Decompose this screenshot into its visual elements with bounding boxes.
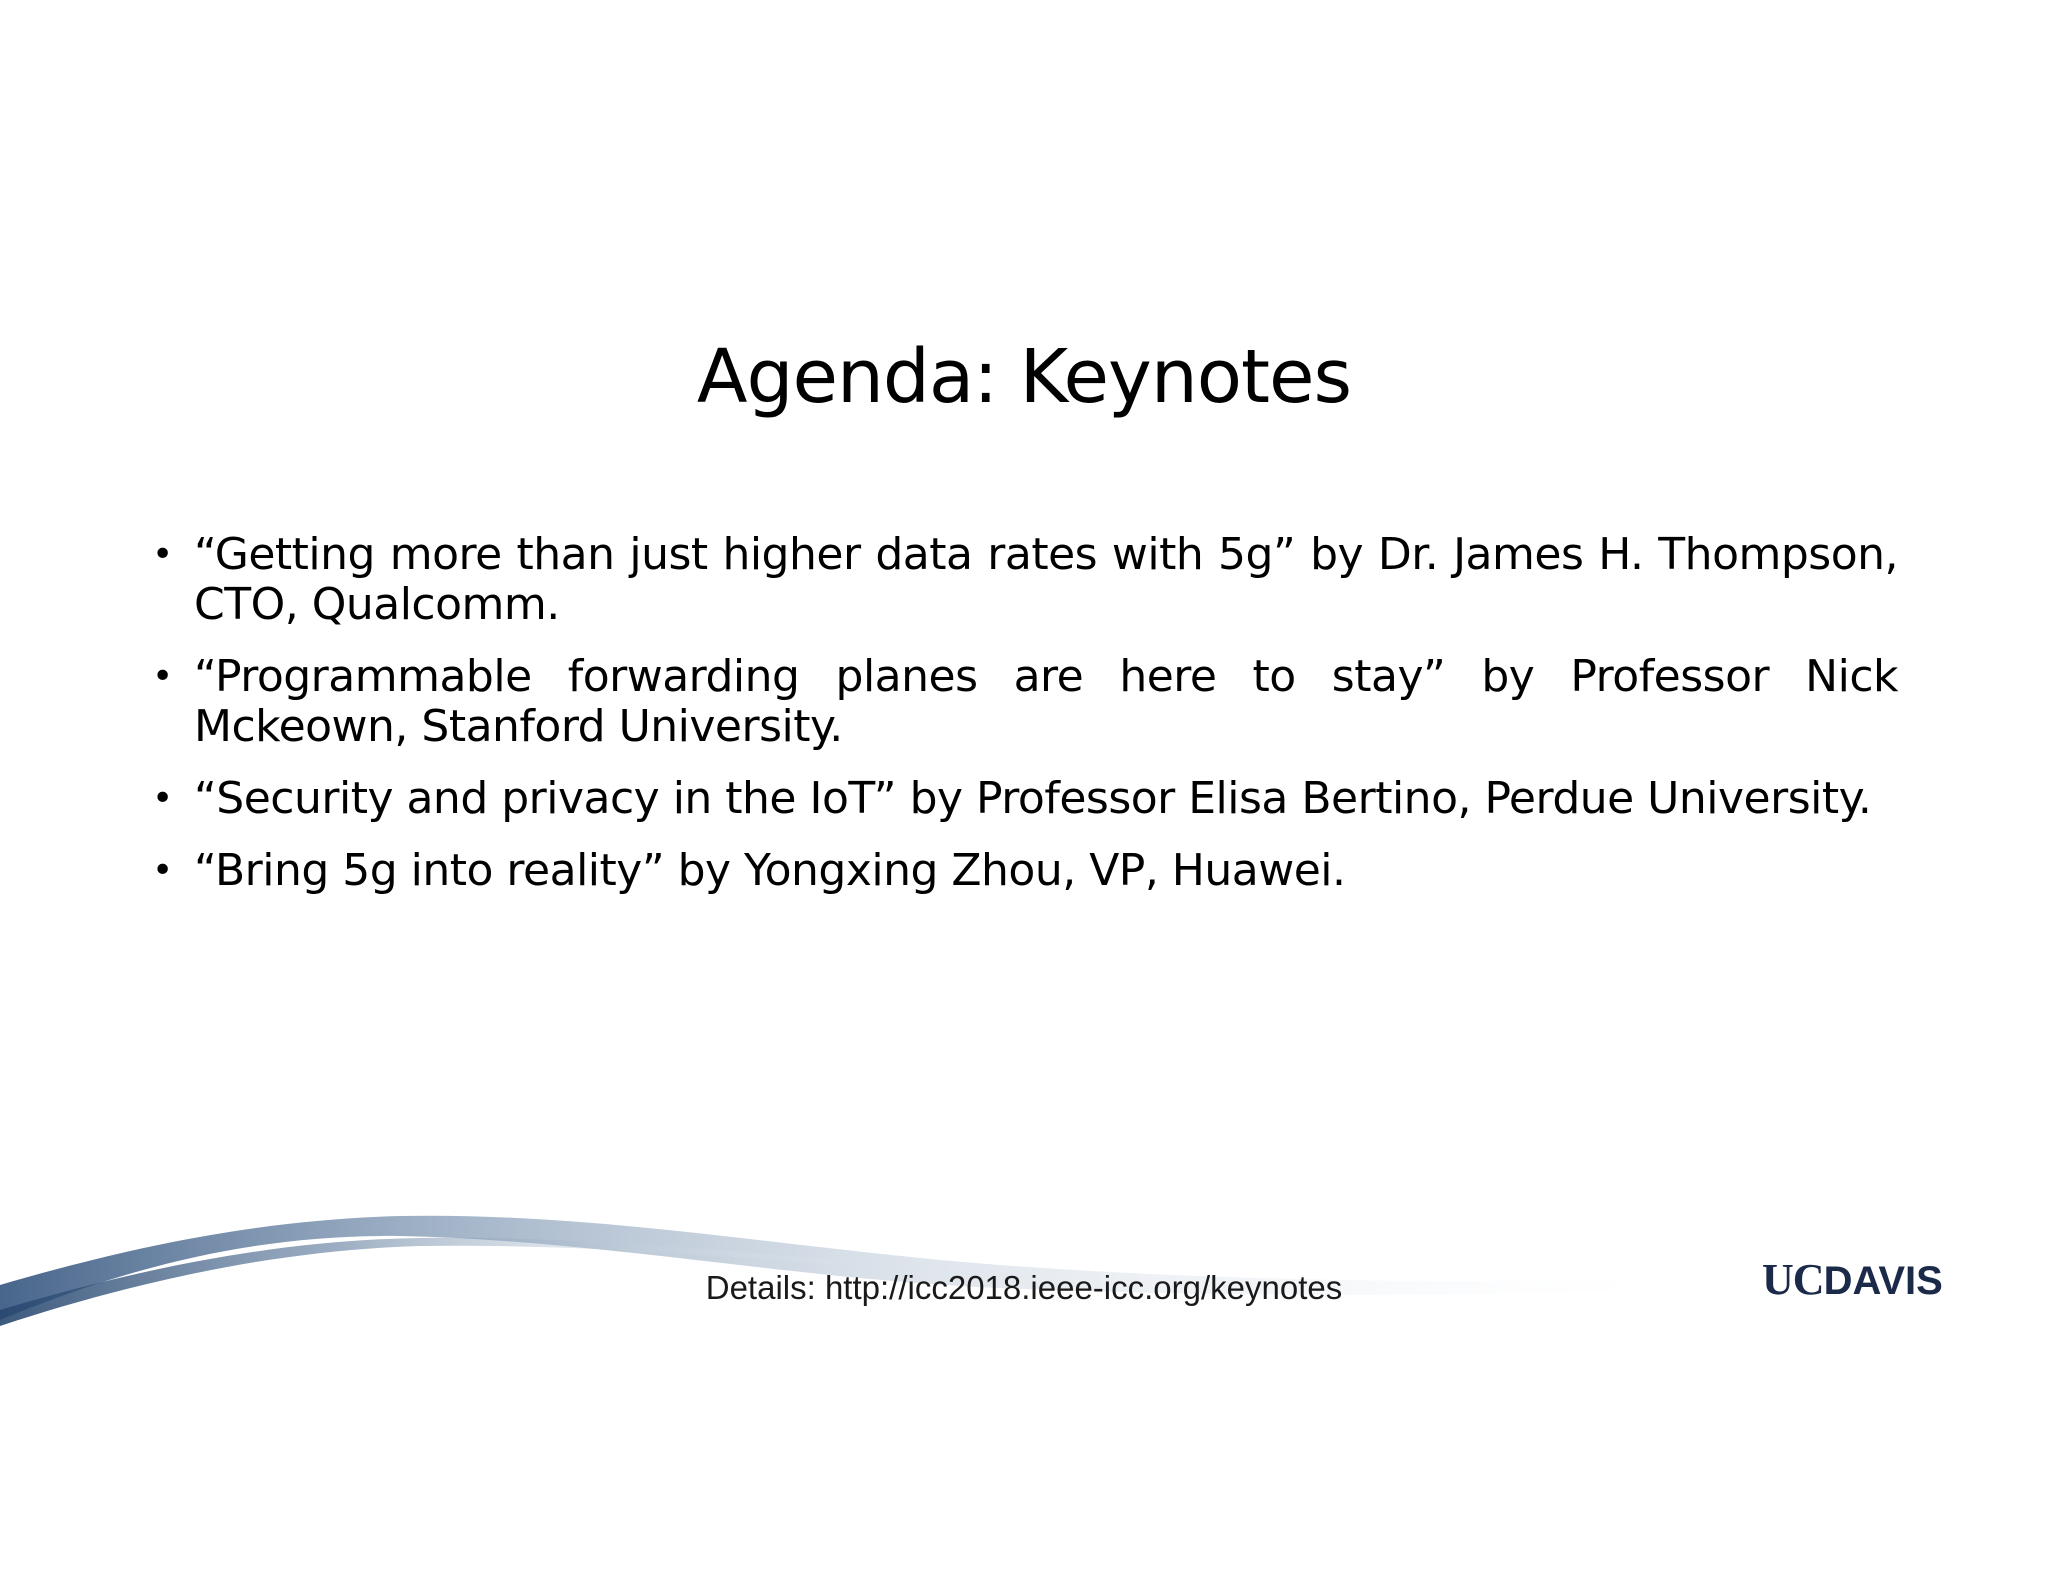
list-item — [152, 774, 1898, 824]
keynote-text: “Security and privacy in the IoT” by Professor Elisa Bertino, Perdue University. — [194, 773, 1872, 824]
logo-davis: DAVIS — [1823, 1259, 1943, 1303]
logo-uc: UC — [1762, 1255, 1824, 1304]
keynote-text: “Getting more than just higher data rates with 5g” by Dr. James H. Thompson, CTO, Qualcomm. — [194, 529, 1898, 630]
bullet-icon: • — [152, 778, 173, 819]
bullet-icon: • — [152, 534, 173, 575]
ucdavis-logo — [1762, 1255, 1943, 1306]
list-item — [152, 652, 1898, 752]
keynote-text: “Programmable forwarding planes are here to stay” by Professor Nick Mckeown, Stanford University. — [194, 651, 1898, 752]
list-item — [152, 846, 1898, 896]
keynote-text: “Bring 5g into reality” by Yongxing Zhou, VP, Huawei. — [194, 845, 1346, 896]
decorative-wave — [0, 1180, 2048, 1340]
bullet-icon: • — [152, 656, 173, 697]
slide-title: Agenda: Keynotes — [696, 334, 1352, 420]
keynote-list — [152, 530, 1898, 918]
list-item — [152, 530, 1898, 630]
bullet-icon: • — [152, 850, 173, 891]
details-link-text: Details: http://icc2018.ieee-icc.org/keynotes — [705, 1269, 1343, 1306]
